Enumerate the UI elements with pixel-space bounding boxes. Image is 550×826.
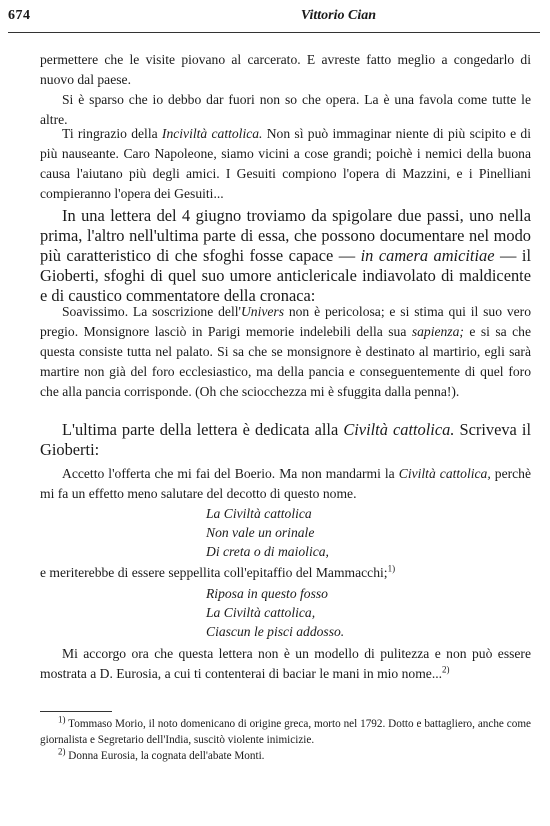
quote-2: Accetto l'offerta che mi fai del Boerio. Ma non mandarmi la Civiltà cattolica, perchè mi fa un effetto meno salutare del decotto di questo nome. (40, 466, 531, 501)
footnote-rule (40, 711, 112, 712)
header-rule (8, 32, 540, 33)
footnote-ref: 1) (387, 563, 396, 574)
paragraph-3: Ti ringrazio della Inciviltà cattolica. Non sì può immaginar niente di più scipito e di più nauseante. Caro Napoleone, siamo vicini a cose grandi; poichè i nemici della buona causa l'aiutano più degli amici. I Gesuiti compiono l'opera di Mazzini, e i Pinelliani compieranno l'opera dei Gesuiti... (40, 126, 531, 201)
verse-line: Riposa in questo fosso (206, 586, 328, 601)
paragraph-2: Si è sparso che io debbo dar fuori non so che opera. La è una favola come tutte le altre. (40, 92, 531, 127)
verse-line: Non vale un orinale (206, 525, 315, 540)
paragraph-5: L'ultima parte della lettera è dedicata alla Civiltà cattolica. Scriveva il Gioberti: (40, 420, 531, 459)
quote-1: Soavissimo. La soscrizione dell'Univers non è pericolosa; e si stima qui il suo vero pregio. Monsignore lasciò in Parigi memorie indelebili della sua sapienza; e si sa che questa consiste tutta nel palato. Si sa che se monsignore è destinato al martirio, egli sarà martire non già del foro ecclesiastico, ma della pancia e conseguentemente di quel foro che alla pancia corrisponde. (Oh che sciocchezza mi è sfuggita dalla penna!). (40, 304, 532, 399)
paragraph-1: permettere che le visite piovano al carcerato. E avreste fatto meglio a congedarlo di nuovo dal paese. (40, 52, 531, 87)
page-header (8, 8, 538, 32)
italic-phrase: in camera amicitiae (360, 246, 495, 265)
footnote-1: $^{1)}$ Tommaso Morio, il noto domenicano di origine greca, morto nel 1792. Dotto e battagliero, anche come giornalista e Segretario dell'India, suscitò violente inimicizie. (40, 714, 531, 746)
verse-line: Di creta o di maiolica, (206, 544, 329, 559)
running-head: Vittorio Cian (300, 8, 376, 23)
italic-title: Inciviltà cattolica. (161, 126, 263, 141)
verse-1 (206, 504, 329, 561)
page-number: 674 (8, 8, 31, 23)
italic-title: Civiltà cattolica. (343, 420, 455, 439)
quote-3: e meriterebbe di essere seppellita coll'epitaffio del Mammacchi;$^{1)}$ (40, 563, 396, 580)
verse-line: Ciascun le pisci addosso. (206, 624, 345, 639)
footnote-ref: 2) (442, 664, 450, 675)
quote-4: Mi accorgo ora che questa lettera non è un modello di pulitezza e non può essere mostrata a D. Eurosia, a cui ti contenterai di baciar le mani in mio nome...$^{2)}$ (40, 646, 531, 681)
verse-2 (206, 584, 344, 641)
verse-line: La Civiltà cattolica (206, 506, 312, 521)
paragraph-4: In una lettera del 4 giugno troviamo da spigolare due passi, uno nella prima, l'altro nell'ultima parte di essa, che possono documentare nel modo più caratteristico di che sfoghi fosse capace — in camera amicitiae — il Gioberti, sfoghi di quel suo umore anticlericale indiavolato di maldicente e di caustico commentatore della cronaca: (40, 206, 531, 305)
verse-line: La Civiltà cattolica, (206, 605, 316, 620)
footnote-2: $^{2)}$ Donna Eurosia, la cognata dell'abate Monti. (58, 746, 265, 762)
